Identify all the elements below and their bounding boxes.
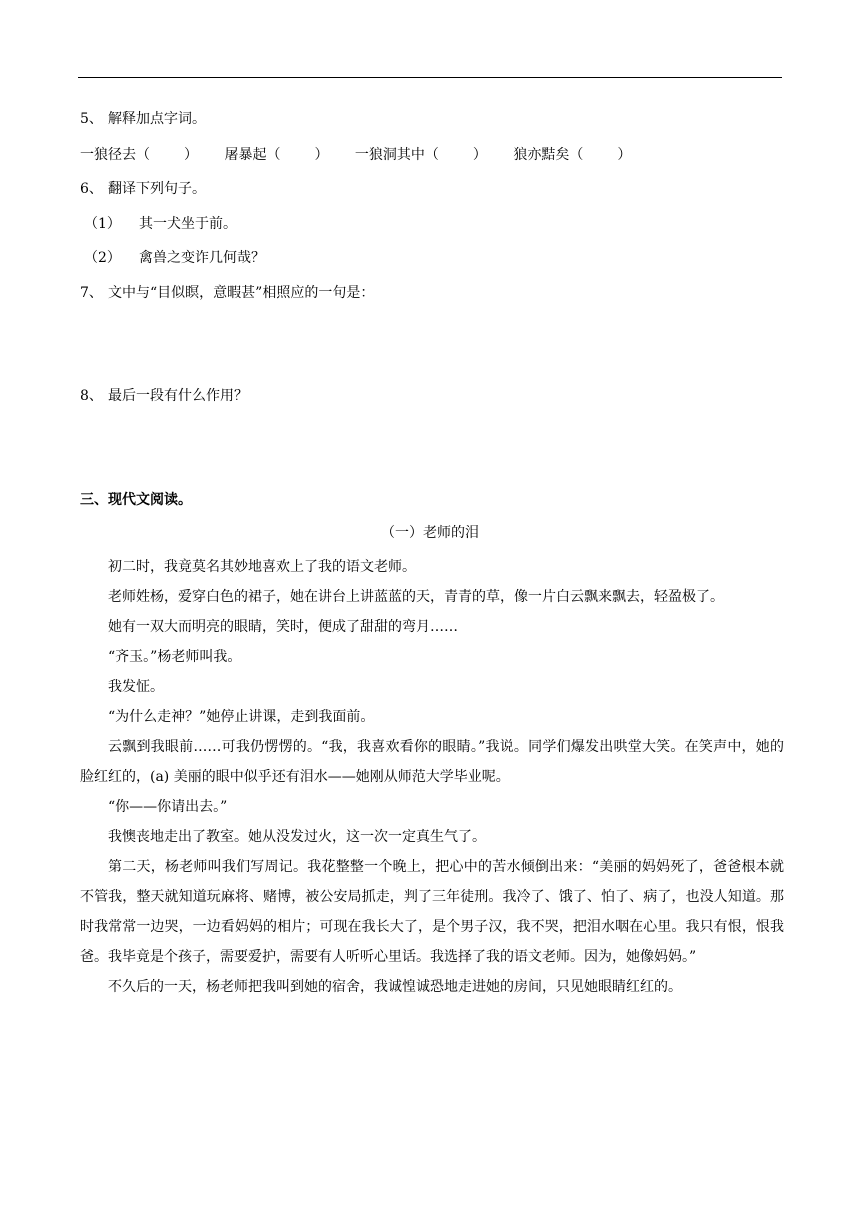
paragraph: 我发怔。 [108, 679, 164, 695]
question-5-items [80, 146, 631, 164]
question-5 [80, 110, 206, 128]
question-8 [80, 387, 248, 405]
question-number: 8、 [80, 388, 103, 404]
paragraph: 云飘到我眼前……可我仍愣愣的。“我，我喜欢看你的眼睛。”我说。同学们爆发出哄堂大笑。在笑声中，她的脸红红的，(a) 美丽的眼中似乎还有泪水——她刚从师范大学毕业呢。 [80, 739, 784, 785]
question-7 [80, 284, 374, 302]
paragraph: “为什么走神？”她停止讲课，走到我面前。 [108, 709, 375, 725]
paragraph: 老师姓杨，爱穿白色的裙子，她在讲台上讲蓝蓝的天，青青的草，像一片白云飘来飘去，轻盈极了。 [108, 589, 724, 605]
passage-body [80, 552, 784, 1002]
question-number: 5、 [80, 111, 103, 127]
question-number: 6、 [80, 181, 103, 197]
question-text: 翻译下列句子。 [108, 181, 206, 197]
question-6-sub-2: （2） 禽兽之变诈几何哉？ [84, 250, 265, 266]
question-6 [80, 180, 206, 198]
word-item: 一狼径去（ ） [80, 147, 198, 163]
paragraph: 我懊丧地走出了教室。她从没发过火，这一次一定真生气了。 [108, 829, 486, 845]
question-text: 解释加点字词。 [108, 111, 206, 127]
question-text: 最后一段有什么作用？ [108, 388, 248, 404]
paragraph: 不久后的一天，杨老师把我叫到她的宿舍，我诚惶诚恐地走进她的房间，只见她眼睛红红的。 [108, 979, 682, 995]
paragraph: 初二时，我竟莫名其妙地喜欢上了我的语文老师。 [108, 559, 416, 575]
word-item: 一狼洞其中（ ） [354, 147, 487, 163]
paragraph: 第二天，杨老师叫我们写周记。我花整整一个晚上，把心中的苦水倾倒出来：“美丽的妈妈死了，爸爸根本就不管我，整天就知道玩麻将、赌博，被公安局抓走，判了三年徒刑。我冷了、饿了、怕了、病了，也没人知道。那时我常常一边哭，一边看妈妈的相片；可现在我长大了，是个男子汉，我不哭，把泪水咽在心里。我只有恨，恨我爸。我毕竟是个孩子，需要爱护，需要有人听听心里话。我选择了我的语文老师。因为，她像妈妈。” [80, 859, 784, 965]
question-text: 文中与“目似瞑，意暇甚”相照应的一句是： [108, 285, 375, 301]
word-item: 狼亦黠矣（ ） [513, 147, 632, 163]
header-rule [78, 77, 782, 78]
paragraph: 她有一双大而明亮的眼睛，笑时，便成了甜甜的弯月…… [108, 619, 458, 635]
question-number: 7、 [80, 285, 103, 301]
question-6-sub-1: （1） 其一犬坐于前。 [84, 216, 237, 232]
word-item: 屠暴起（ ） [224, 147, 329, 163]
passage-title: （一）老师的泪 [381, 525, 479, 541]
section-heading: 三、现代文阅读。 [80, 492, 192, 508]
paragraph: “你——你请出去。” [108, 799, 228, 815]
paragraph: “齐玉。”杨老师叫我。 [108, 649, 242, 665]
